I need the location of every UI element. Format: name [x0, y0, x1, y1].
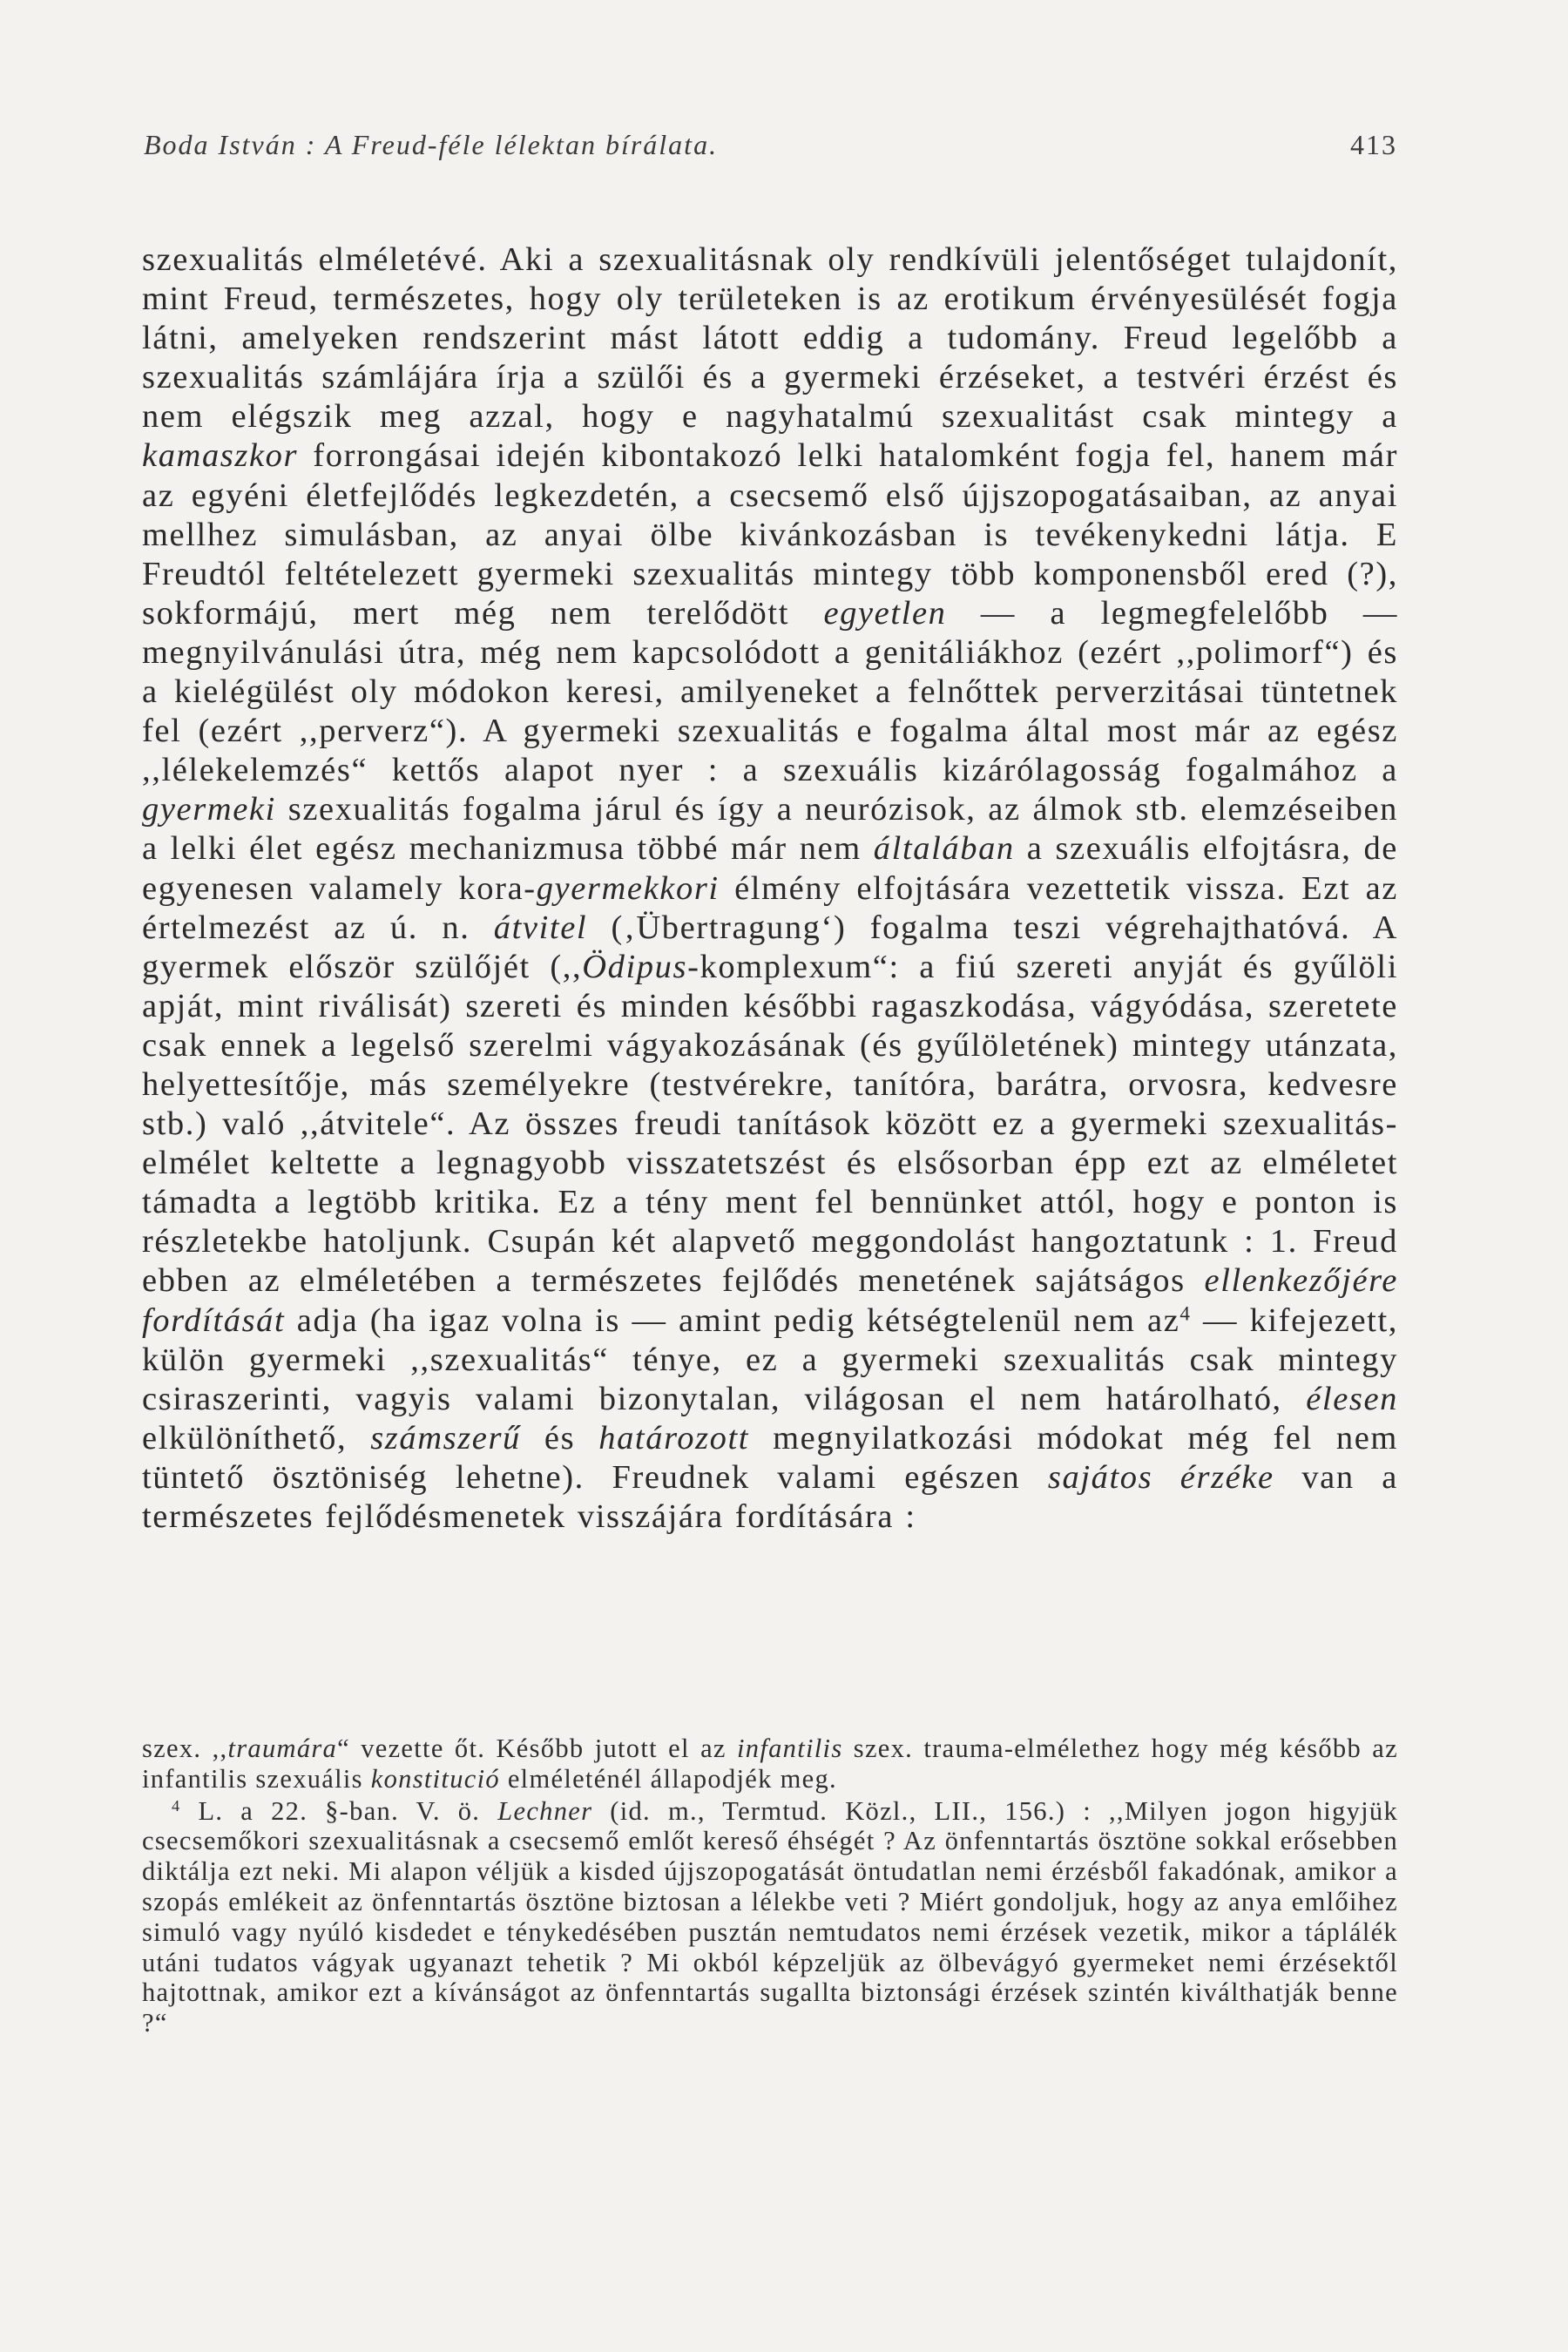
italic-text: infantilis: [737, 1734, 843, 1763]
text-run: forrongásai idején kibontakozó lelki hatalomként fogja fel, hanem már az egyéni életfejlődés legkezdetén, a csecsemő első újjszopogatásaiban, az anyai mellhez simulásban, az anyai ölbe kivánkozásban is tevékenykedni látja. E Freudtól feltételezett gyermeki szexualitás mintegy több komponensből ered (?), sokformájú, mert még nem terelődött: [142, 437, 1398, 632]
italic-text: átvitel: [493, 909, 588, 946]
text-run: adja (ha igaz volna is — amint pedig kétségtelenül nem az: [285, 1301, 1180, 1339]
footnote-marker: 4: [1179, 1301, 1192, 1324]
italic-text: kamaszkor: [142, 437, 299, 475]
text-run: szex. trauma-elmélethez hogy még később az infantilis szexuális: [142, 1734, 1398, 1794]
italic-text: Ödipus: [582, 948, 688, 985]
text-run: megnyilatkozási módokat még fel nem tüntető ösztöniség lehetne). Freudnek valami egészen: [142, 1419, 1398, 1496]
text-run: a szexuális elfojtásra, de egyenesen valamely kora-: [142, 830, 1398, 907]
italic-text: egyetlen: [823, 594, 947, 632]
text-run: L. a 22. §-ban. V. ö.: [180, 1795, 498, 1826]
italic-text: Lechner: [497, 1795, 593, 1826]
footnote-4: [142, 1796, 1398, 2038]
italic-text: élesen: [1306, 1380, 1398, 1417]
italic-text: ellenkezőjére fordítását: [142, 1262, 1398, 1339]
text-run: szexualitás elméletévé. Aki a szexualitásnak oly rendkívüli jelentőséget tulajdonít, mint Freud, természetes, hogy oly területeken is az erotikum érvényesülését fogja látni, amelyeken rendszerint mást látott eddig a tudomány. Freud legelőbb a szexualitás számlájára írja a szülői és a gyermeki érzéseket, a testvéri érzést és nem elégszik meg azzal, hogy e nagyhatalmú szexualitást csak mintegy a: [142, 241, 1398, 436]
text-run: elkülöníthető,: [142, 1419, 371, 1456]
main-text: [142, 240, 1398, 1537]
text-run: (‚Übertragung‘) fogalma teszi végrehajthatóvá. A gyermek először szülőjét (,,: [142, 909, 1398, 985]
text-run: és: [520, 1419, 599, 1456]
text-run: — a legmegfelelőbb — megnyilvánulási útra, még nem kapcsolódott a genitáliákhoz (ezért ,,polimorf“) és a kielégülést oly módokon keresi, amilyeneket a felnőttek perverzitásai tüntetnek fel (ezért ,,perverz“). A gyermeki szexualitás e fogalma által most már az egész ,,lélekelemzés“ kettős alapot nyer : a szexuális kizárólagosság fogalmához a: [142, 594, 1398, 789]
italic-text: számszerű: [370, 1419, 521, 1456]
footnote-marker: 4: [172, 1796, 181, 1815]
text-run: elméleténél állapodjék meg.: [499, 1763, 837, 1794]
italic-text: gyermeki: [142, 791, 276, 828]
italic-text: gyermekkori: [536, 869, 720, 907]
text-run: élmény elfojtására vezettetik vissza. Ezt az értelmezést az ú. n.: [142, 869, 1398, 946]
page-number: 413: [1350, 129, 1397, 160]
text-run: — kifejezett, külön gyermeki ,,szexualitás“ ténye, ez a gyermeki szexualitás csak mintegy csiraszerinti, vagyis valami bizonytalan, világosan el nem határolható,: [142, 1301, 1398, 1417]
text-run: szex. ,,: [142, 1734, 228, 1763]
paragraph: [142, 240, 1398, 1537]
text-run: van a természetes fejlődésmenetek visszájára fordítására :: [142, 1458, 1398, 1535]
running-head-title: Boda István : A Freud-féle lélektan bírálata.: [144, 129, 719, 160]
footnotes: [142, 1734, 1398, 2038]
italic-text: általában: [873, 830, 1015, 868]
italic-text: sajátos érzéke: [1047, 1458, 1274, 1496]
running-head: [144, 129, 1397, 172]
italic-text: traumára: [227, 1734, 338, 1763]
italic-text: határozott: [598, 1419, 750, 1456]
italic-text: konstitució: [370, 1763, 500, 1794]
text-run: -komplexum“: a fiú szereti anyját és gyűlöli apját, mint riválisát) szereti és minden későbbi ragaszkodása, vágyódása, szeretete csak ennek a legelső szerelmi vágyakozásának (és gyűlöletének) mintegy utánzata, helyettesítője, más személyekre (testvérekre, tanítóra, barátra, orvosra, kedvesre stb.) való ,,átvitele“. Az összes freudi tanítások között ez a gyermeki szexualitás-elmélet keltette a legnagyobb visszatetszést és elsősorban épp ezt az elméletet támadta a legtöbb kritika. Ez a tény ment fel bennünket attól, hogy e ponton is részletekbe hatoljunk. Csupán két alapvető meggondolást hangoztatunk : 1. Freud ebben az elméletében a természetes fejlődés menetének sajátságos: [142, 948, 1398, 1300]
footnote-continuation: [142, 1734, 1398, 1794]
text-run: “ vezette őt. Később jutott el az: [337, 1734, 738, 1763]
text-run: szexualitás fogalma járul és így a neurózisok, az álmok stb. elemzéseiben a lelki élet egész mechanizmusa többé már nem: [142, 791, 1398, 868]
text-run: (id. m., Termtud. Közl., LII., 156.) : ,,Milyen jogon higyjük csecsemőkori szexualitásnak a csecsemő emlőt kereső éhségét ? Az önfenntartás ösztöne sokkal erősebben diktálja ezt neki. Mi alapon véljük a kisded újjszopogatását öntudatlan nemi érzésből fakadónak, amikor a szopás emlékeit az önfenntartás ösztöne biztosan a lélekbe veti ? Miért gondoljuk, hogy az anya emlőihez simuló vagy nyúló kisdedet e ténykedésében pusztán nemtudatos nemi érzések vezetik, mikor a táplálék utáni tudatos vágyak ugyanazt tehetik ? Mi okból képzeljük az ölbevágyó gyermeket nemi érzésektől hajtottnak, amikor ezt a kívánságot az önfenntartás sugallta biztonsági érzések szintén kiválthatják benne ?“: [142, 1795, 1399, 2038]
